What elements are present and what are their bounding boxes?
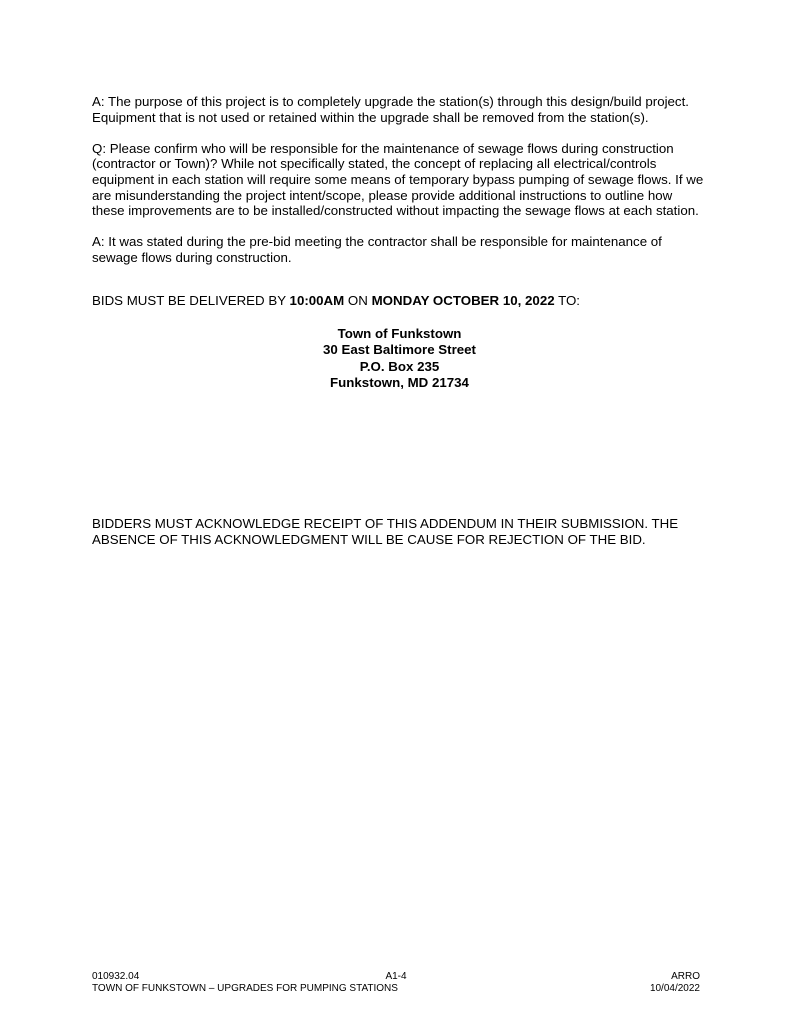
deadline-time: 10:00AM (289, 293, 345, 309)
footer-date: 10/04/2022 (649, 983, 700, 995)
footer-project-title: TOWN OF FUNKSTOWN – UPGRADES FOR PUMPING STATIONS (92, 983, 398, 995)
acknowledgment-notice: BIDDERS MUST ACKNOWLEDGE RECEIPT OF THIS ADDENDUM IN THEIR SUBMISSION. THE ABSENCE OF THIS ACKNOWLEDGMENT WILL BE CAUSE FOR REJECTION OF THE BID. (92, 516, 679, 547)
deadline-date: MONDAY OCTOBER 10, 2022 (371, 293, 555, 309)
answer-paragraph-1: A: The purpose of this project is to completely upgrade the station(s) through this design/build project. Equipment that is not used or retained within the upgrade shall be removed from the station(s). (92, 94, 689, 125)
spacer (92, 281, 707, 293)
deadline-prefix: BIDS MUST BE DELIVERED BY (92, 293, 290, 309)
bid-deadline-statement (92, 293, 707, 309)
deadline-middle: ON (344, 293, 372, 309)
footer-firm: ARRO (671, 971, 700, 982)
question-paragraph: Q: Please confirm who will be responsible for the maintenance of sewage flows during construction (contractor or Town)? While not specifically stated, the concept of replacing all electrical/controls equipment in each station will require some means of temporary bypass pumping of sewage flows. If we are misunderstanding the project intent/scope, please provide additional instructions to outline how these improvements are to be installed/constructed without impacting the sewage flows at each station. (92, 140, 704, 219)
answer-paragraph-2: A: It was stated during the pre-bid meeting the contractor shall be responsible for maintenance of sewage flows during construction. (92, 234, 662, 265)
address-line-po-box: P.O. Box 235 (359, 358, 440, 374)
address-line-city: Funkstown, MD 21734 (330, 374, 469, 390)
deadline-suffix: TO: (554, 293, 580, 309)
footer-project-number: 010932.04 (92, 971, 140, 982)
document-body (92, 94, 707, 391)
page-footer (92, 971, 700, 995)
delivery-address (92, 326, 707, 392)
footer-row-top (92, 971, 700, 983)
address-line-town: Town of Funkstown (337, 325, 462, 341)
footer-page-number: A1-4 (385, 971, 407, 982)
footer-row-bottom (92, 983, 700, 995)
address-line-street: 30 East Baltimore Street (323, 342, 476, 358)
